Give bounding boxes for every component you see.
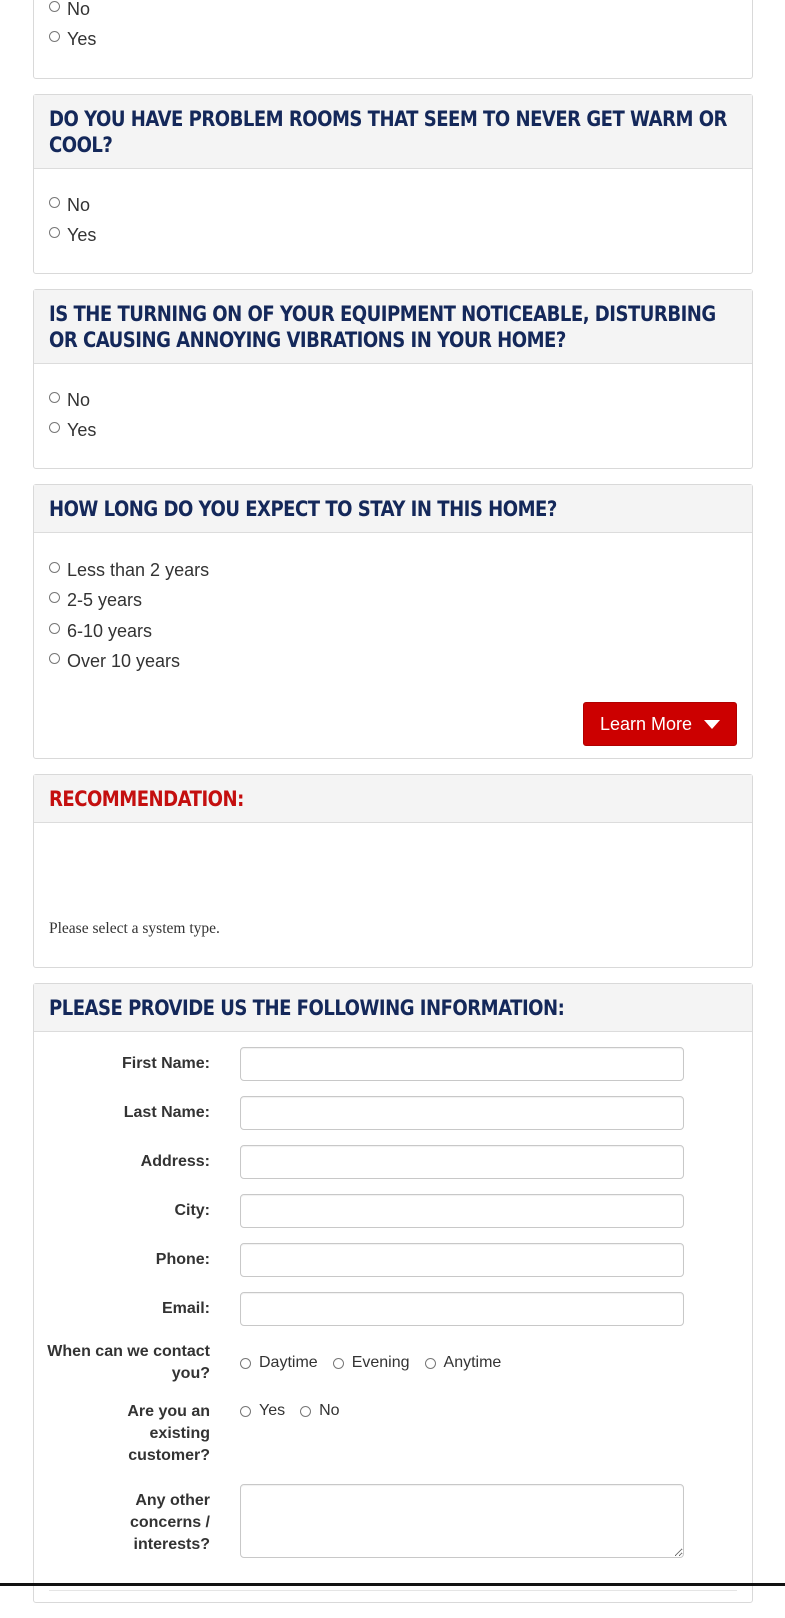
- recommendation-panel: [33, 774, 753, 968]
- email-field[interactable]: [240, 1292, 684, 1326]
- option-less-than-2-years[interactable]: [49, 555, 737, 586]
- existing-customer-label: Are you an existing customer?: [127, 1403, 210, 1464]
- existing-customer-options: [240, 1401, 355, 1420]
- caret-down-icon: [704, 720, 720, 729]
- learn-more-label: Learn More: [599, 713, 692, 734]
- option-label: Yes: [259, 1402, 286, 1419]
- option-no[interactable]: [49, 0, 737, 25]
- concerns-label: Any other concerns / interests?: [129, 1492, 210, 1553]
- divider: [49, 1590, 737, 1591]
- panel-heading: [34, 485, 752, 533]
- info-form-panel: [33, 983, 753, 1603]
- radio-button[interactable]: [333, 1358, 344, 1369]
- radio-button[interactable]: [49, 31, 60, 42]
- option-label: Yes: [67, 29, 97, 50]
- radio-button[interactable]: [300, 1406, 311, 1417]
- radio-button[interactable]: [425, 1358, 436, 1369]
- existing-no-option[interactable]: [300, 1402, 339, 1420]
- radio-button[interactable]: [49, 562, 60, 573]
- question-title: IS THE TURNING ON OF YOUR EQUIPMENT NOTICEABLE, DISTURBING OR CAUSING ANNOYING VIBRATIONS IN YOUR HOME?: [49, 302, 716, 352]
- recommendation-text: Please select a system type.: [49, 920, 220, 937]
- option-label: No: [67, 389, 91, 410]
- option-over-10-years[interactable]: [49, 647, 737, 678]
- learn-more-button[interactable]: [583, 702, 737, 746]
- radio-button[interactable]: [49, 392, 60, 403]
- panel-heading: [34, 290, 752, 364]
- option-yes[interactable]: [49, 416, 737, 447]
- form-row-last-name: [34, 1096, 737, 1130]
- address-field[interactable]: [240, 1145, 684, 1179]
- radio-button[interactable]: [49, 623, 60, 634]
- phone-field[interactable]: [240, 1243, 684, 1277]
- form-row-address: [34, 1145, 737, 1179]
- form-row-city: [34, 1194, 737, 1228]
- option-2-5-years[interactable]: [49, 586, 737, 617]
- existing-yes-option[interactable]: [240, 1402, 285, 1420]
- radio-button[interactable]: [49, 422, 60, 433]
- option-label: Less than 2 years: [67, 559, 210, 580]
- form-row-concerns: [34, 1484, 737, 1558]
- info-form-title: PLEASE PROVIDE US THE FOLLOWING INFORMATION:: [49, 996, 565, 1020]
- option-label: Evening: [351, 1354, 410, 1371]
- option-yes[interactable]: [49, 221, 737, 252]
- form-row-existing-customer: [34, 1401, 737, 1467]
- option-6-10-years[interactable]: [49, 616, 737, 647]
- option-label: No: [67, 194, 91, 215]
- radio-button[interactable]: [49, 592, 60, 603]
- radio-button[interactable]: [49, 653, 60, 664]
- contact-anytime-option[interactable]: [425, 1354, 502, 1372]
- city-field[interactable]: [240, 1194, 684, 1228]
- contact-time-label: When can we contact you?: [47, 1343, 210, 1382]
- option-label: Daytime: [259, 1354, 318, 1371]
- last-name-field[interactable]: [240, 1096, 684, 1130]
- option-label: No: [319, 1402, 340, 1419]
- form-row-contact-time: [34, 1341, 737, 1385]
- radio-button[interactable]: [240, 1358, 251, 1369]
- question-panel-vibrations: [33, 289, 753, 469]
- first-name-label: First Name:: [121, 1055, 210, 1072]
- questionnaire: [33, 0, 753, 1618]
- option-label: 6-10 years: [67, 620, 153, 641]
- panel-heading: [34, 775, 752, 823]
- question-panel-previous: [33, 0, 753, 79]
- option-no[interactable]: [49, 190, 737, 221]
- first-name-field[interactable]: [240, 1047, 684, 1081]
- radio-button[interactable]: [49, 1, 60, 12]
- form-row-email: [34, 1292, 737, 1326]
- last-name-label: Last Name:: [123, 1104, 210, 1121]
- radio-button[interactable]: [240, 1406, 251, 1417]
- address-label: Address:: [140, 1153, 210, 1170]
- question-title: HOW LONG DO YOU EXPECT TO STAY IN THIS HOME?: [49, 497, 557, 521]
- contact-time-options: [240, 1354, 516, 1372]
- concerns-textarea[interactable]: [240, 1484, 684, 1558]
- panel-heading: [34, 95, 752, 169]
- option-no[interactable]: [49, 385, 737, 416]
- form-row-phone: [34, 1243, 737, 1277]
- city-label: City:: [174, 1202, 210, 1219]
- question-panel-stay-duration: [33, 484, 753, 759]
- radio-button[interactable]: [49, 227, 60, 238]
- radio-button[interactable]: [49, 197, 60, 208]
- option-label: Anytime: [443, 1354, 502, 1371]
- option-label: Over 10 years: [67, 651, 181, 672]
- option-label: Yes: [67, 420, 97, 441]
- question-title: DO YOU HAVE PROBLEM ROOMS THAT SEEM TO NEVER GET WARM OR COOL?: [49, 107, 727, 157]
- option-yes[interactable]: [49, 25, 737, 56]
- email-label: Email:: [161, 1300, 210, 1317]
- question-panel-problem-rooms: [33, 94, 753, 274]
- contact-daytime-option[interactable]: [240, 1354, 318, 1372]
- contact-evening-option[interactable]: [333, 1354, 410, 1372]
- option-label: Yes: [67, 225, 97, 246]
- panel-heading: [34, 984, 752, 1032]
- recommendation-title: RECOMMENDATION:: [49, 787, 244, 811]
- option-label: 2-5 years: [67, 590, 143, 611]
- form-row-first-name: [34, 1047, 737, 1081]
- option-label: No: [67, 0, 91, 19]
- phone-label: Phone:: [155, 1251, 210, 1268]
